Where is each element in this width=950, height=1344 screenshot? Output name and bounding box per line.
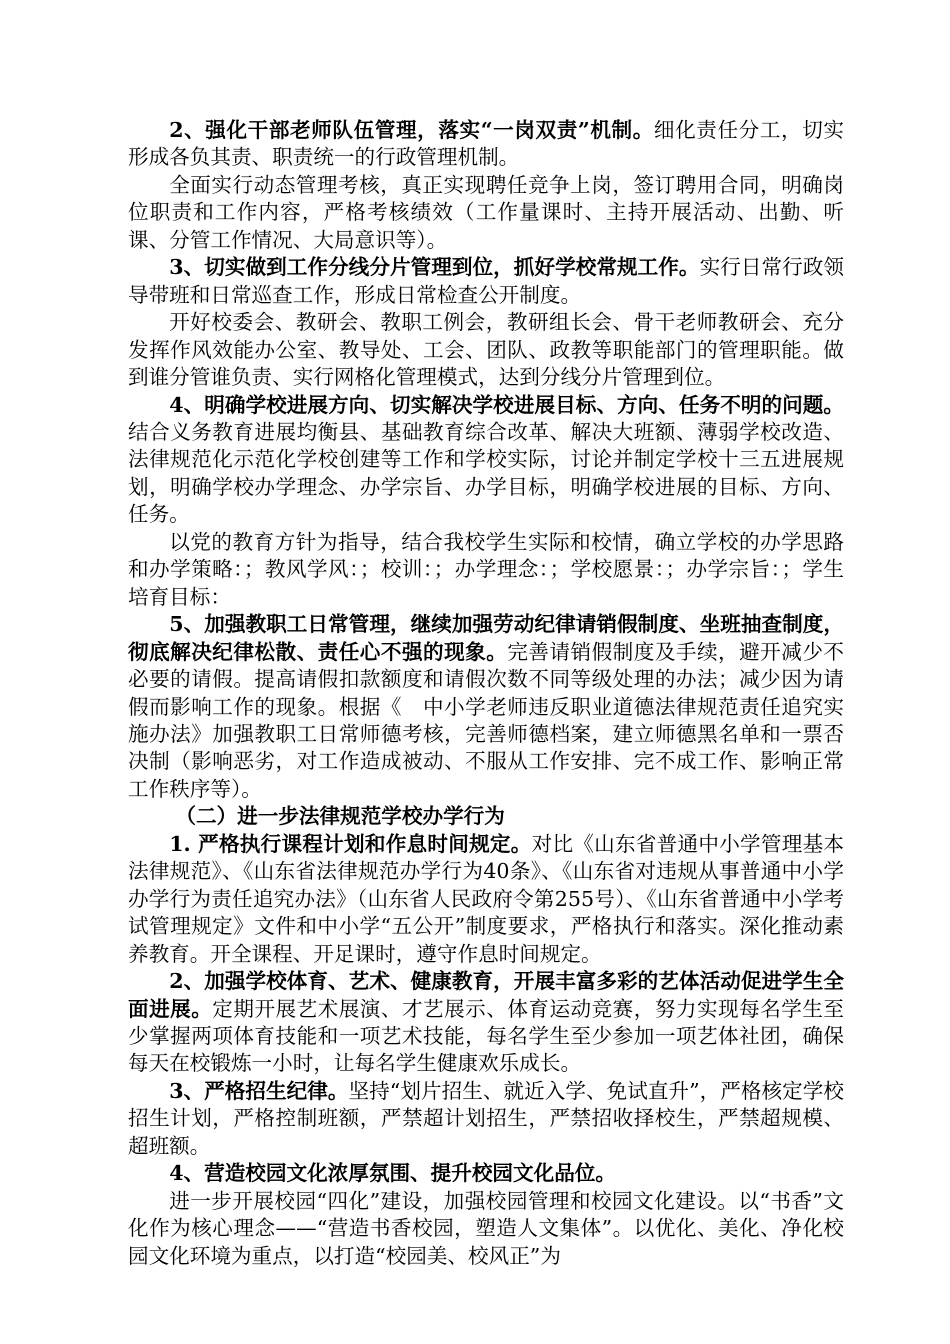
paragraph-3 [128, 254, 844, 309]
paragraph-8 [128, 831, 844, 968]
paragraph-9 [128, 968, 844, 1078]
paragraph-7-heading: 5、加强教职工日常管理，继续加强劳动纪律请销假制度、坐班抽查制度，彻底解决纪律松散、责任心不强的现象。 [128, 612, 844, 664]
section-heading: （二）进一步法律规范学校办学行为 [175, 804, 505, 829]
paragraph-5 [128, 392, 844, 529]
paragraph-3-heading: 3、切实做到工作分线分片管理到位，抓好学校常规工作。 [169, 255, 700, 280]
paragraph-12-text: 进一步开展校园“四化”建设，加强校园管理和校园文化建设。以“书香”文化作为核心理念——“营造书香校园，塑造人文集体”。以优化、美化、净化校园文化环境为重点，以打造“校园美、校风正”为 [128, 1188, 844, 1268]
paragraph-10-heading: 3、严格招生纪律。 [169, 1078, 349, 1103]
paragraph-2 [128, 172, 844, 254]
paragraph-8-text: 对比《山东省普通中小学管理基本法律规范》、《山东省法律规范办学行为40条》、《山东省对违规从事普通中小学办学行为责任追究办法》（山东省人民政府令第255号）、《山东省普通中小学考试管理规定》文件和中小学“五公开”制度要求，严格执行和落实。深化推动素养教育。开全课程、开足课时，遵守作息时间规定。 [128, 831, 845, 966]
paragraph-9-heading: 2、加强学校体育、艺术、健康教育，开展丰富多彩的艺体活动促进学生全面进展。 [128, 969, 844, 1021]
paragraph-8-heading: 1. 严格执行课程计划和作息时间规定。 [169, 831, 532, 856]
paragraph-5-text: 结合义务教育进展均衡县、基础教育综合改革、解决大班额、薄弱学校改造、法律规范化示范化学校创建等工作和学校实际，讨论并制定学校十三五进展规划，明确学校办学理念、办学宗旨、办学目标，明确学校进展的目标、方向、任务。 [128, 419, 844, 527]
paragraph-4 [128, 309, 844, 391]
paragraph-7-text: 完善请销假制度及手续，避开减少不必要的请假。提高请假扣款额度和请假次数不同等级处理的办法；减少因为请假而影响工作的现象。根据《 中小学老师违反职业道德法律规范责任追究实施办法》加强教职工日常师德考核，完善师德档案，建立师德黑名单和一票否决制（影响恶劣，对工作造成被动、不服从工作安排、完不成工作、影响正常工作秩序等）。 [128, 639, 844, 801]
paragraph-6-text: 以党的教育方针为指导，结合我校学生实际和校情，确立学校的办学思路和办学策略：；教风学风：；校训：；办学理念：；学校愿景：；办学宗旨：；学生培育目标： [128, 529, 844, 609]
paragraph-6 [128, 529, 844, 611]
paragraph-7 [128, 611, 844, 803]
paragraph-3-text: 实行日常行政领导带班和日常巡查工作，形成日常检查公开制度。 [128, 255, 845, 307]
paragraph-1-text: 细化责任分工，切实形成各负其责、职责统一的行政管理机制。 [128, 118, 844, 170]
paragraph-11 [128, 1160, 844, 1187]
paragraph-11-heading: 4、营造校园文化浓厚氛围、提升校园文化品位。 [169, 1161, 616, 1186]
paragraph-10 [128, 1078, 844, 1160]
paragraph-4-text: 开好校委会、教研会、教职工例会，教研组长会、骨干老师教研会、充分发挥作风效能办公室、教导处、工会、团队、政教等职能部门的管理职能。做到谁分管谁负责、实行网格化管理模式，达到分线分片管理到位。 [128, 310, 844, 390]
paragraph-1 [128, 117, 844, 172]
paragraph-1-heading: 2、强化干部老师队伍管理，落实“一岗双责”机制。 [169, 118, 654, 142]
paragraph-2-text: 全面实行动态管理考核，真正实现聘任竞争上岗，签订聘用合同，明确岗位职责和工作内容，严格考核绩效（工作量课时、主持开展活动、出勤、听课、分管工作情况、大局意识等）。 [128, 172, 844, 252]
paragraph-9-text: 定期开展艺术展演、才艺展示、体育运动竞赛，努力实现每名学生至少掌握两项体育技能和一项艺术技能，每名学生至少参加一项艺体社团，确保每天在校锻炼一小时，让每名学生健康欢乐成长。 [128, 996, 845, 1076]
document-page [128, 117, 844, 1270]
paragraph-5-heading: 4、明确学校进展方向、切实解决学校进展目标、方向、任务不明的问题。 [169, 392, 844, 417]
paragraph-10-text: 坚持“划片招生、就近入学、免试直升”，严格核定学校招生计划，严格控制班额，严禁超计划招生，严禁招收择校生，严禁超规模、超班额。 [128, 1078, 844, 1158]
paragraph-12 [128, 1188, 844, 1270]
